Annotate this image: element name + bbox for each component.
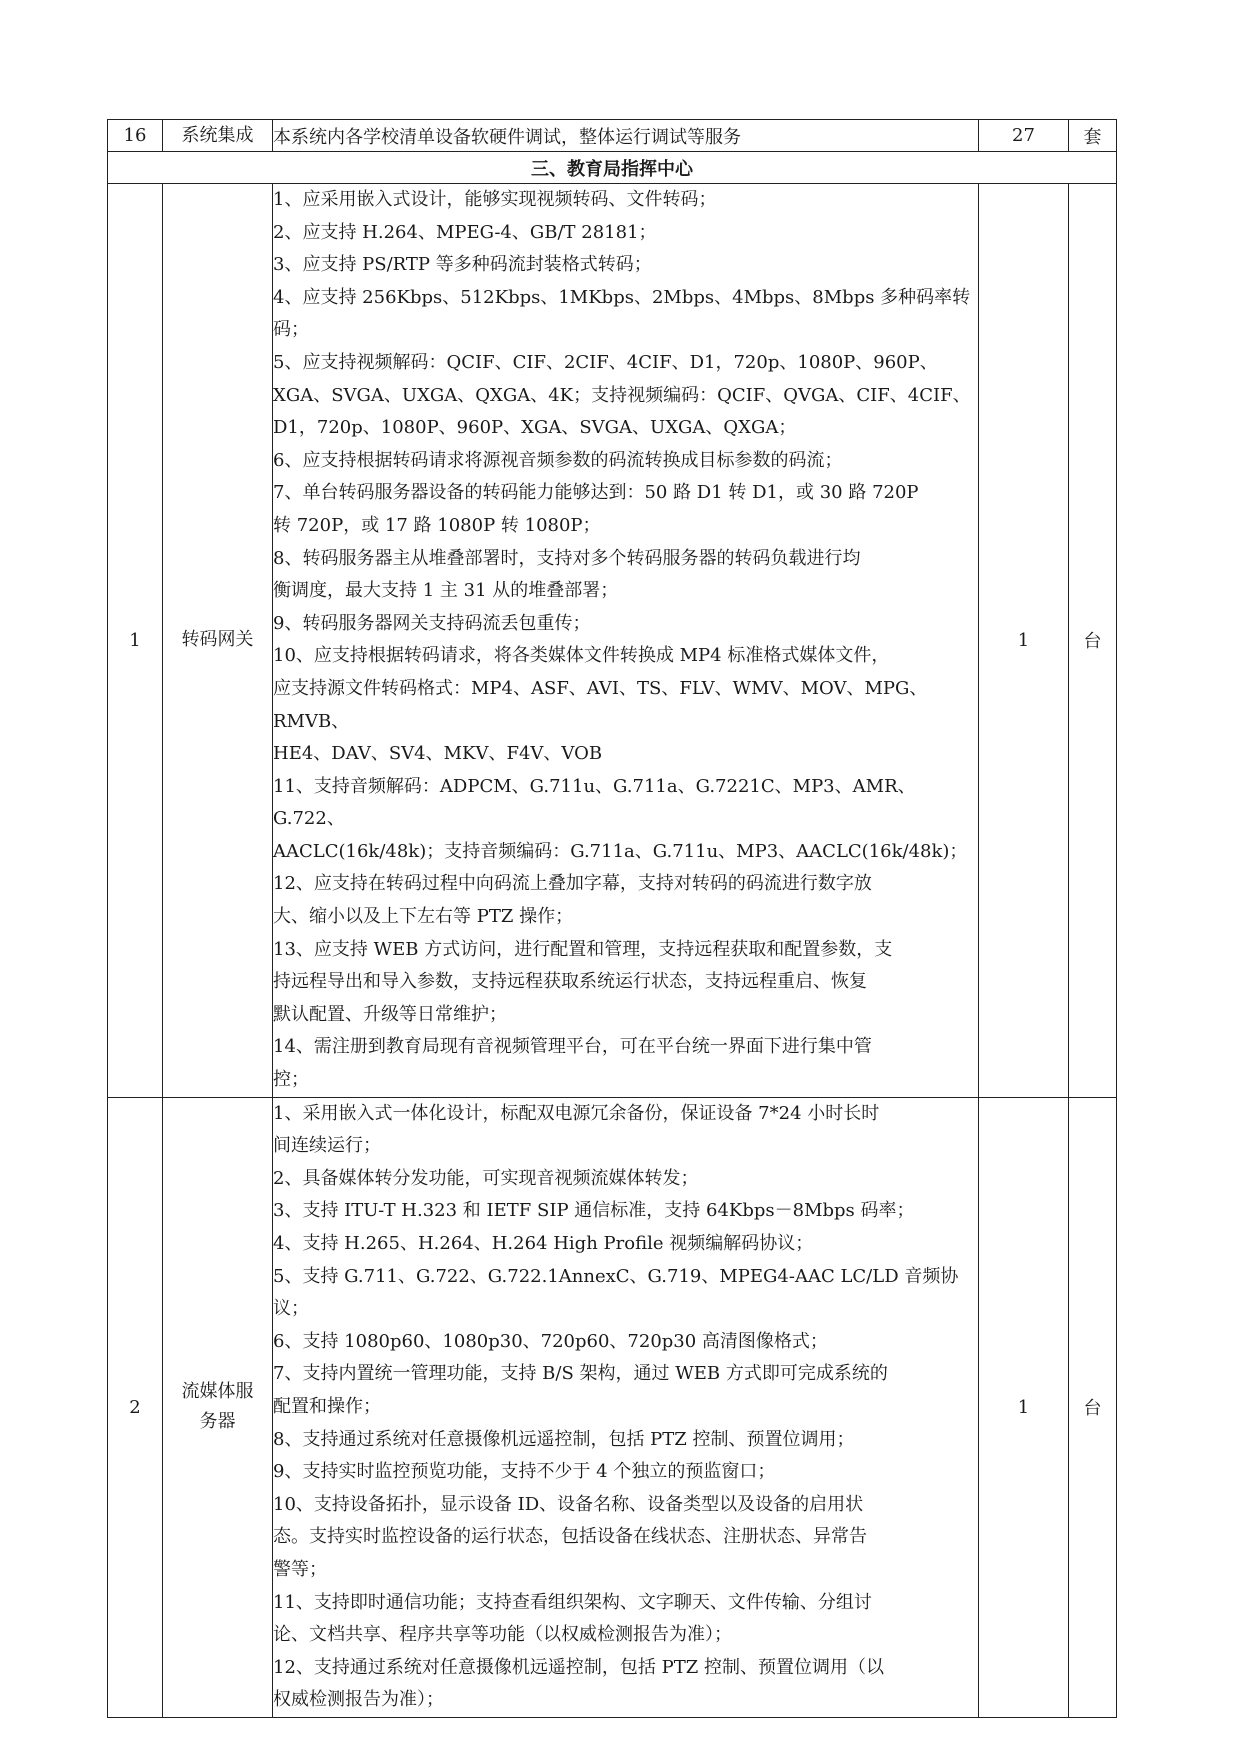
item-quantity: 1 <box>979 1097 1069 1717</box>
item-description <box>273 184 979 1098</box>
section-header-row <box>108 152 1117 184</box>
spec-line: 2、具备媒体转分发功能，可实现音视频流媒体转发； <box>273 1167 699 1189</box>
spec-line: 论、文档共享、程序共享等功能（以权威检测报告为准）； <box>273 1624 732 1646</box>
spec-line: HE4、DAV、SV4、MKV、F4V、VOB <box>273 743 603 765</box>
spec-line: 12、支持通过系统对任意摄像机远遥控制，包括 PTZ 控制、预置位调用（以 <box>273 1656 884 1678</box>
spec-line: 1、采用嵌入式一体化设计，标配双电源冗余备份，保证设备 7*24 小时长时 <box>273 1102 880 1124</box>
item-description: 本系统内各学校清单设备软硬件调试，整体运行调试等服务 <box>273 120 979 152</box>
spec-line: 码； <box>273 319 309 341</box>
item-name-line: 务器 <box>199 1411 236 1433</box>
spec-line: 应支持源文件转码格式：MP4、ASF、AVI、TS、FLV、WMV、MOV、MPG、RMVB、 <box>273 677 928 732</box>
spec-line: 1、应采用嵌入式设计，能够实现视频转码、文件转码； <box>273 189 717 210</box>
table-row-transcoding-gateway <box>108 184 1117 1098</box>
spec-line: 转 720P，或 17 路 1080P 转 1080P； <box>273 514 601 536</box>
equipment-spec-table <box>107 119 1117 1718</box>
spec-line: 间连续运行； <box>273 1135 381 1157</box>
item-quantity: 27 <box>979 120 1069 152</box>
spec-line: 4、支持 H.265、H.264、H.264 High Profile 视频编解码协议； <box>273 1233 814 1254</box>
spec-line: 10、应支持根据转码请求，将各类媒体文件转换成 MP4 标准格式媒体文件， <box>273 645 890 667</box>
item-number: 16 <box>108 120 163 152</box>
spec-line: 3、应支持 PS/RTP 等多种码流封装格式转码； <box>273 254 652 276</box>
spec-line: 7、单台转码服务器设备的转码能力能够达到：50 路 D1 转 D1，或 30 路 720P <box>273 482 919 504</box>
spec-line: 衡调度，最大支持 1 主 31 从的堆叠部署； <box>273 580 619 602</box>
spec-line: 14、需注册到教育局现有音视频管理平台，可在平台统一界面下进行集中管 <box>273 1036 872 1058</box>
spec-line: AACLC(16k/48k)；支持音频编码：G.711a、G.711u、MP3、AACLC(16k/48k)； <box>273 840 968 862</box>
spec-line: D1，720p、1080P、960P、XGA、SVGA、UXGA、QXGA； <box>273 417 797 439</box>
spec-line: XGA、SVGA、UXGA、QXGA、4K；支持视频编码：QCIF、QVGA、CIF、4CIF、 <box>273 384 971 406</box>
item-number: 2 <box>108 1097 163 1717</box>
table-row-streaming-server <box>108 1097 1117 1717</box>
item-name: 系统集成 <box>163 120 273 152</box>
spec-line: 持远程导出和导入参数，支持远程获取系统运行状态，支持远程重启、恢复 <box>273 971 867 993</box>
item-unit: 台 <box>1069 1097 1117 1717</box>
spec-line: 11、支持音频解码：ADPCM、G.711u、G.711a、G.7221C、MP3、AMR、G.722、 <box>273 775 916 830</box>
item-name <box>163 1097 273 1717</box>
spec-line: 警等； <box>273 1558 327 1580</box>
section-title: 三、教育局指挥中心 <box>108 152 1117 184</box>
spec-line: 13、应支持 WEB 方式访问，进行配置和管理，支持远程获取和配置参数，支 <box>273 938 893 960</box>
spec-line: 9、转码服务器网关支持码流丢包重传； <box>273 612 591 634</box>
spec-line: 5、应支持视频解码：QCIF、CIF、2CIF、4CIF、D1，720p、1080P、960P、 <box>273 351 938 373</box>
item-name-line: 流媒体服 <box>181 1381 254 1403</box>
spec-line: 配置和操作； <box>273 1395 381 1417</box>
spec-line: 5、支持 G.711、G.722、G.722.1AnnexC、G.719、MPEG4-AAC LC/LD 音频协议； <box>273 1265 959 1320</box>
spec-line: 10、支持设备拓扑，显示设备 ID、设备名称、设备类型以及设备的启用状 <box>273 1493 864 1515</box>
item-unit: 台 <box>1069 184 1117 1098</box>
spec-line: 大、缩小以及上下左右等 PTZ 操作； <box>273 906 574 928</box>
spec-line: 6、应支持根据转码请求将源视音频参数的码流转换成目标参数的码流； <box>273 449 843 471</box>
item-name: 转码网关 <box>163 184 273 1098</box>
item-number: 1 <box>108 184 163 1098</box>
spec-line: 态。支持实时监控设备的运行状态，包括设备在线状态、注册状态、异常告 <box>273 1526 867 1548</box>
item-quantity: 1 <box>979 184 1069 1098</box>
spec-line: 7、支持内置统一管理功能，支持 B/S 架构，通过 WEB 方式即可完成系统的 <box>273 1363 888 1385</box>
spec-line: 控； <box>273 1069 309 1091</box>
table-row-16 <box>108 120 1117 152</box>
item-unit: 套 <box>1069 120 1117 152</box>
spec-line: 9、支持实时监控预览功能，支持不少于 4 个独立的预监窗口； <box>273 1461 776 1483</box>
item-description <box>273 1097 979 1717</box>
spec-line: 2、应支持 H.264、MPEG-4、GB/T 28181； <box>273 221 657 243</box>
spec-line: 8、支持通过系统对任意摄像机远遥控制，包括 PTZ 控制、预置位调用； <box>273 1428 855 1450</box>
spec-line: 11、支持即时通信功能；支持查看组织架构、文字聊天、文件传输、分组讨 <box>273 1591 872 1613</box>
spec-line: 8、转码服务器主从堆叠部署时，支持对多个转码服务器的转码负载进行均 <box>273 547 861 569</box>
spec-line: 3、支持 ITU-T H.323 和 IETF SIP 通信标准，支持 64Kbps－8Mbps 码率； <box>273 1200 915 1222</box>
spec-line: 默认配置、升级等日常维护； <box>273 1003 507 1025</box>
spec-line: 权威检测报告为准）； <box>273 1689 444 1711</box>
spec-line: 4、应支持 256Kbps、512Kbps、1MKbps、2Mbps、4Mbps、8Mbps 多种码率转 <box>273 286 971 308</box>
spec-line: 6、支持 1080p60、1080p30、720p60、720p30 高清图像格式； <box>273 1330 828 1352</box>
spec-line: 12、应支持在转码过程中向码流上叠加字幕，支持对转码的码流进行数字放 <box>273 873 872 895</box>
